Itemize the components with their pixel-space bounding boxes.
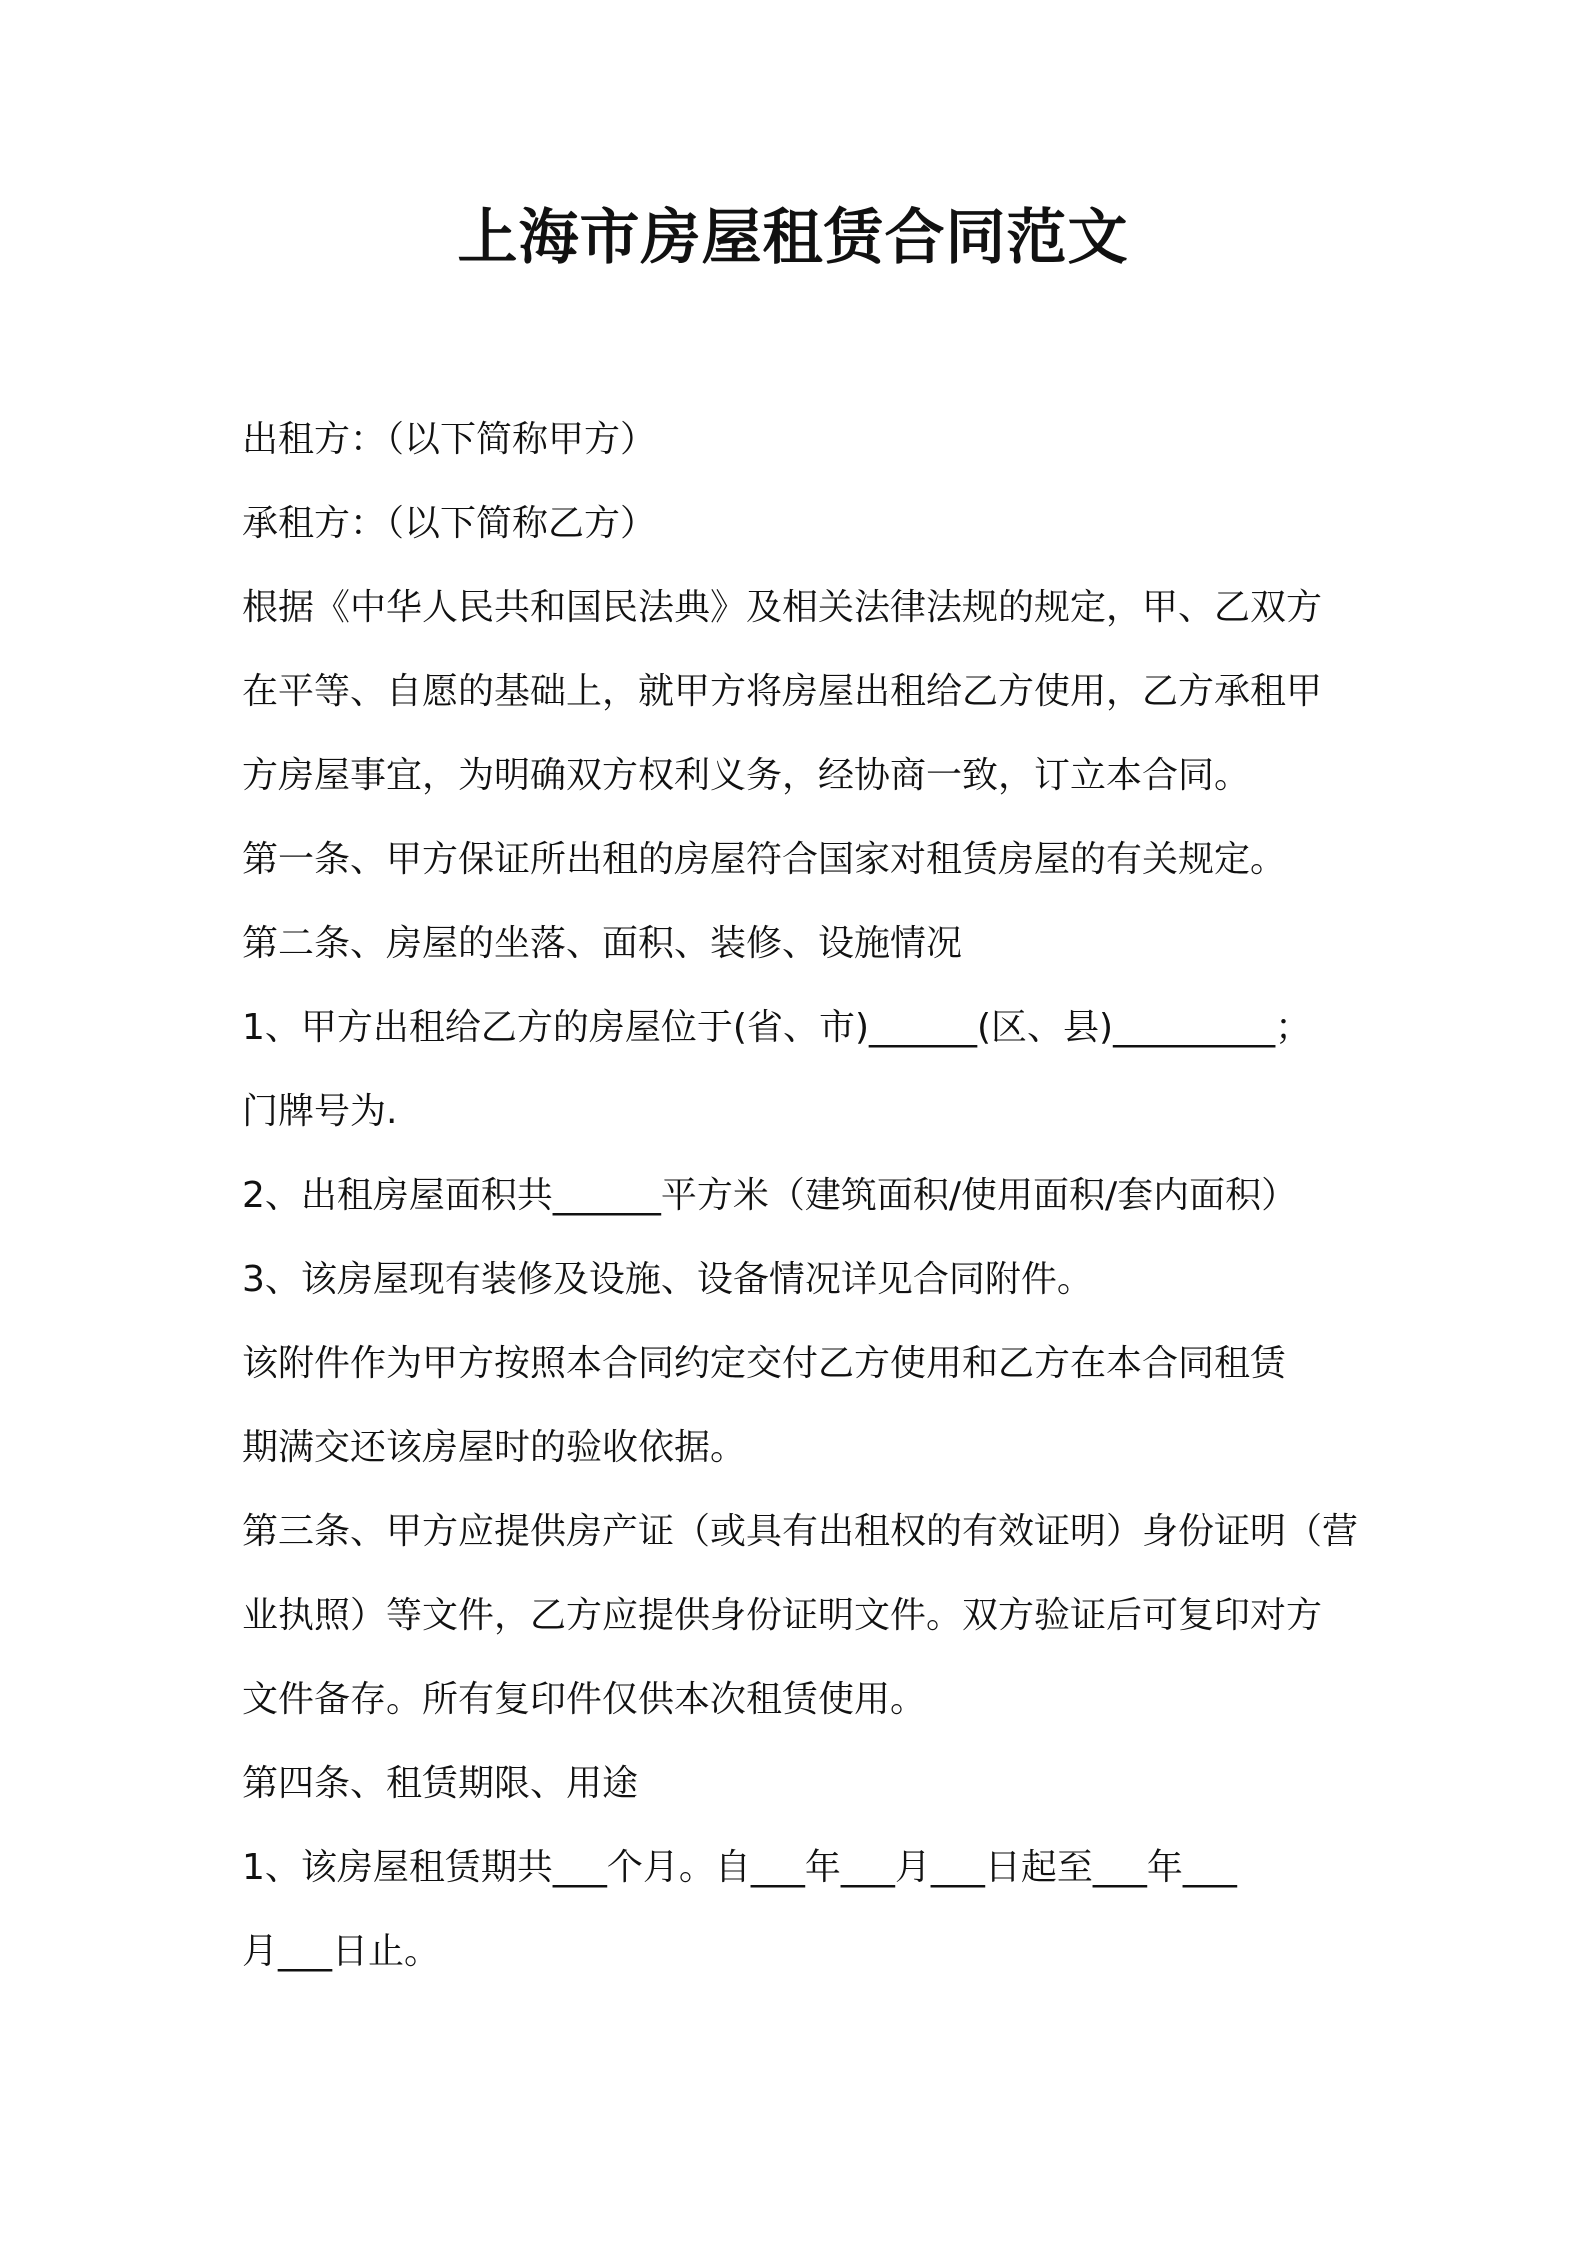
article-3-line-3: 文件备存。所有复印件仅供本次租赁使用。 [242, 1679, 927, 1720]
document-title: 上海市房屋租赁合同范文 [457, 203, 1129, 273]
article-2-item-3-line: 3、该房屋现有装修及设施、设备情况详见合同附件。 [242, 1259, 1093, 1300]
preamble-line-1: 根据《中华人民共和国民法典》及相关法律法规的规定，甲、乙双方 [242, 587, 1323, 628]
preamble-line-3: 方房屋事宜，为明确双方权利义务，经协商一致，订立本合同。 [242, 755, 1251, 796]
document-body [242, 398, 1359, 1994]
lessee-line: 承租方：（以下简称乙方） [242, 503, 657, 544]
attachment-note-line-1: 该附件作为甲方按照本合同约定交付乙方使用和乙方在本合同租赁 [242, 1343, 1287, 1384]
article-1-line: 第一条、甲方保证所出租的房屋符合国家对租赁房屋的有关规定。 [242, 839, 1287, 880]
article-2-item-1-line-2: 门牌号为. [242, 1091, 398, 1132]
article-2-item-1-line-1: 1、甲方出租给乙方的房屋位于(省、市)______(区、县)_________； [242, 1007, 1312, 1048]
attachment-note-line-2: 期满交还该房屋时的验收依据。 [242, 1427, 747, 1468]
article-3-line-1: 第三条、甲方应提供房产证（或具有出租权的有效证明）身份证明（营 [242, 1511, 1359, 1552]
article-4-item-1-line-1: 1、该房屋租赁期共___个月。自___年___月___日起至___年___ [242, 1847, 1237, 1888]
article-2-item-2-line: 2、出租房屋面积共______平方米（建筑面积/使用面积/套内面积） [242, 1175, 1298, 1216]
article-2-heading: 第二条、房屋的坐落、面积、装修、设施情况 [242, 923, 963, 964]
article-4-item-1-line-2: 月___日止。 [242, 1931, 441, 1972]
article-4-heading: 第四条、租赁期限、用途 [242, 1763, 639, 1804]
preamble-line-2: 在平等、自愿的基础上，就甲方将房屋出租给乙方使用，乙方承租甲 [242, 671, 1323, 712]
lessor-line: 出租方：（以下简称甲方） [242, 419, 657, 460]
article-3-line-2: 业执照）等文件，乙方应提供身份证明文件。双方验证后可复印对方 [242, 1595, 1323, 1636]
